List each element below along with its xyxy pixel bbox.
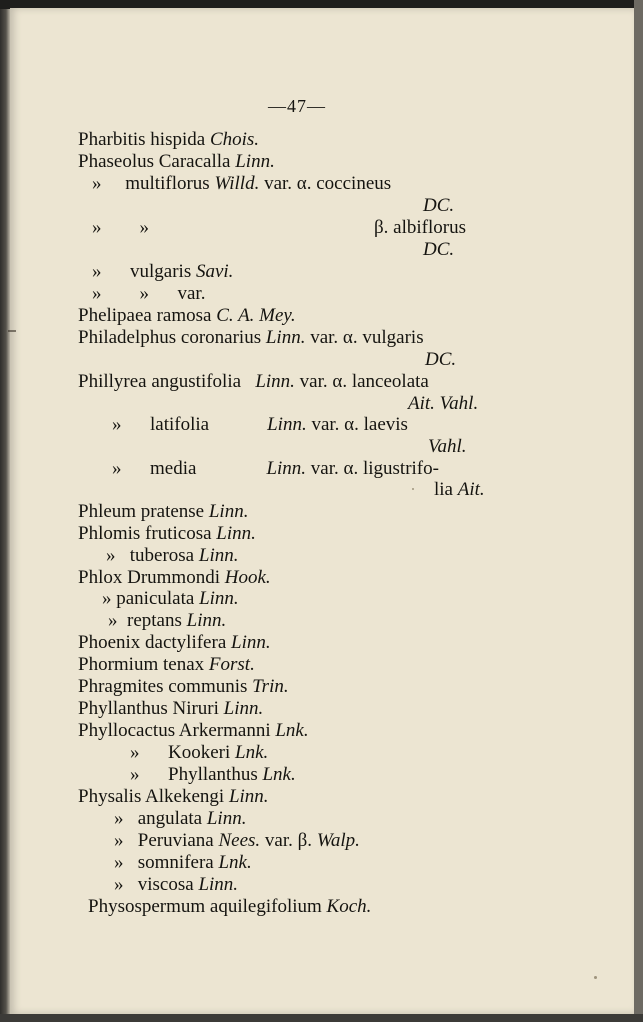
entry-line: Philadelphus coronarius Linn. var. α. vulgaris <box>78 327 424 348</box>
entry-line: lia Ait. <box>434 479 485 500</box>
entry-line: Phragmites communis Trin. <box>78 676 289 697</box>
entry-line: » Phyllanthus Lnk. <box>130 764 296 785</box>
entry-line: » reptans Linn. <box>108 610 227 631</box>
entry-line: DC. <box>423 195 455 216</box>
entry-line: » media Linn. var. α. ligustrifo- <box>112 458 439 479</box>
entry-line: » somnifera Lnk. <box>114 852 252 873</box>
entry-line: » latifolia Linn. var. α. laevis <box>112 414 408 435</box>
entry-line: » vulgaris Savi. <box>92 261 234 282</box>
entry-line: Phaseolus Caracalla Linn. <box>78 151 275 172</box>
scan-right-border <box>634 0 643 1022</box>
margin-mark <box>8 330 16 332</box>
page-number: —47— <box>268 96 326 116</box>
entry-line: » Kookeri Lnk. <box>130 742 269 763</box>
entry-line: Phyllocactus Arkermanni Lnk. <box>78 720 309 741</box>
entry-line: » Peruviana Nees. var. β. Walp. <box>114 830 360 851</box>
bleed-through-text <box>320 128 520 928</box>
entry-line: Phyllanthus Niruri Linn. <box>78 698 264 719</box>
entry-line: Phormium tenax Forst. <box>78 654 255 675</box>
entry-line: » angulata Linn. <box>114 808 247 829</box>
entry-line: » viscosa Linn. <box>114 874 239 895</box>
entry-line: Phlomis fruticosa Linn. <box>78 523 256 544</box>
entry-line: Physalis Alkekengi Linn. <box>78 786 269 807</box>
entry-line: DC. <box>425 349 457 370</box>
entry-line: » tuberosa Linn. <box>106 545 239 566</box>
entry-line: » » var. <box>92 283 206 304</box>
entry-line: » multiflorus Willd. var. α. coccineus <box>92 173 392 194</box>
entry-line: Phillyrea angustifolia Linn. var. α. lanceolata <box>78 371 429 392</box>
entry-line: Phleum pratense Linn. <box>78 501 249 522</box>
entry-line: Vahl. <box>428 436 467 457</box>
book-page <box>10 8 634 1014</box>
paper-speck <box>412 488 414 490</box>
paper-speck <box>594 976 597 979</box>
entry-line: Ait. Vahl. <box>408 393 479 414</box>
scan-bottom-border <box>0 1014 643 1022</box>
entry-line: » paniculata Linn. <box>102 588 239 609</box>
entry-line: Pharbitis hispida Chois. <box>78 129 260 150</box>
entry-line: DC. <box>423 239 455 260</box>
entry-line: Phoenix dactylifera Linn. <box>78 632 271 653</box>
entry-line: Phlox Drummondi Hook. <box>78 567 271 588</box>
entry-line: » » β. albiflorus <box>92 217 466 238</box>
entry-line: Physospermum aquilegifolium Koch. <box>88 896 372 917</box>
entry-line: Phelipaea ramosa C. A. Mey. <box>78 305 296 326</box>
